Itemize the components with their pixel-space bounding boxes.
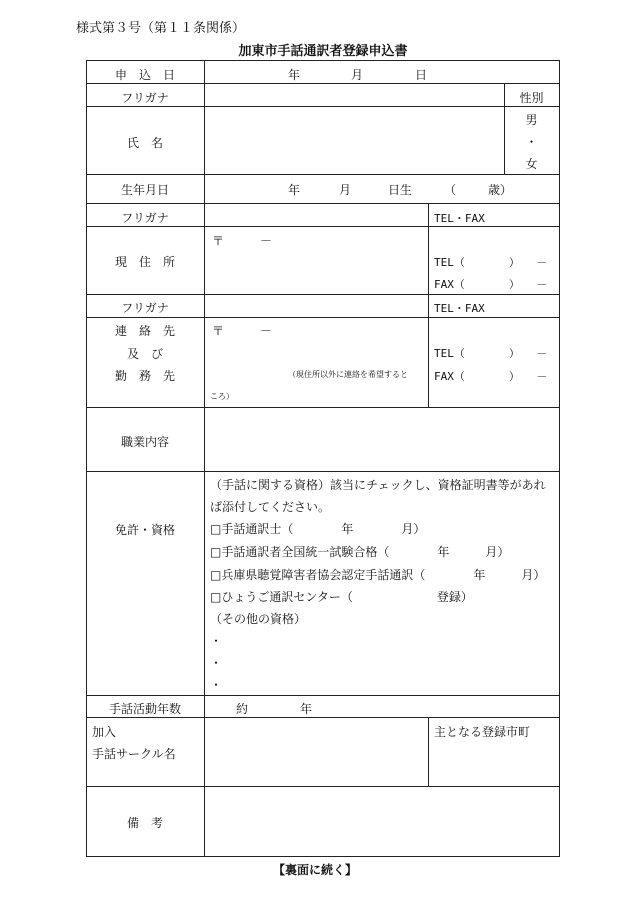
activity-years-unit: 年 xyxy=(300,702,313,716)
contact-tel: TEL（ ） － xyxy=(434,347,548,360)
contact-label-1: 連 絡 先 xyxy=(114,324,175,338)
license-other-label: （その他の資格） xyxy=(210,612,307,626)
gender-female[interactable]: 女 xyxy=(525,157,538,171)
birth-year-unit: 年 xyxy=(288,183,301,197)
form-number: 様式第３号（第１１条関係） xyxy=(76,21,246,36)
circle-label-1: 加入 xyxy=(92,725,117,739)
occupation-label: 職業内容 xyxy=(120,435,169,449)
furigana-label: フリガナ xyxy=(121,91,169,105)
license-other-bullet-1: ・ xyxy=(210,634,223,648)
contact-fax: FAX（ ） － xyxy=(434,370,548,383)
gender-male[interactable]: 男 xyxy=(525,113,538,127)
application-year-unit: 年 xyxy=(288,68,301,82)
license-label: 免許・資格 xyxy=(114,523,175,537)
license-intro-2: ば添付してください。 xyxy=(210,500,331,514)
application-month-unit: 月 xyxy=(351,68,364,82)
contact-note-1: （現住所以外に連絡を希望すると xyxy=(288,370,408,379)
age-unit: 歳） xyxy=(488,183,513,197)
furigana-contact-label: フリガナ xyxy=(121,301,169,315)
birth-date-label: 生年月日 xyxy=(120,183,169,197)
contact-postal: 〒 － xyxy=(212,324,273,338)
application-date-label: 申 込 日 xyxy=(114,68,175,82)
birth-day-unit: 日生 xyxy=(388,183,413,197)
registration-city-label: 主となる登録市町 xyxy=(434,725,531,739)
tel-fax-label: TEL・FAX xyxy=(434,212,485,225)
birth-month-unit: 月 xyxy=(339,183,352,197)
form-title: 加東市手話通訳者登録申込書 xyxy=(238,44,408,59)
gender-separator: ・ xyxy=(525,135,538,149)
license-item-interpreter[interactable]: □手話通訳士（ 年 月） xyxy=(210,522,426,536)
address-fax: FAX（ ） － xyxy=(434,278,548,291)
license-other-bullet-3: ・ xyxy=(210,678,223,692)
license-intro-1: （手話に関する資格）該当にチェックし、資格証明書等があれ xyxy=(210,478,546,492)
application-day-unit: 日 xyxy=(415,68,428,82)
license-item-national-exam[interactable]: □手話通訳者全国統一試験合格（ 年 月） xyxy=(210,545,510,559)
circle-label-2: 手話サークル名 xyxy=(92,747,176,761)
contact-note-2: ころ） xyxy=(210,392,234,401)
name-label: 氏 名 xyxy=(126,136,163,150)
contact-label-3: 勤 務 先 xyxy=(114,369,175,383)
contact-tel-fax-label: TEL・FAX xyxy=(434,302,485,315)
license-other-bullet-2: ・ xyxy=(210,656,223,670)
activity-years-approx: 約 xyxy=(236,702,249,716)
continued-on-back: 【裏面に続く】 xyxy=(272,863,357,877)
address-tel: TEL（ ） － xyxy=(434,256,548,269)
address-postal: 〒 － xyxy=(212,234,273,248)
remarks-label: 備 考 xyxy=(126,816,163,830)
furigana-address-label: フリガナ xyxy=(121,211,169,225)
contact-label-2: 及 び xyxy=(126,347,163,361)
gender-label: 性別 xyxy=(519,91,544,105)
age-open: （ xyxy=(444,183,457,197)
license-item-hyogo-certified[interactable]: □兵庫県聴覚障害者協会認定手話通訳（ 年 月） xyxy=(210,568,546,582)
license-item-hyogo-center[interactable]: □ひょうご通訳センター（ 登録） xyxy=(210,590,473,604)
address-label: 現 住 所 xyxy=(114,255,175,269)
activity-years-label: 手話活動年数 xyxy=(108,702,181,716)
